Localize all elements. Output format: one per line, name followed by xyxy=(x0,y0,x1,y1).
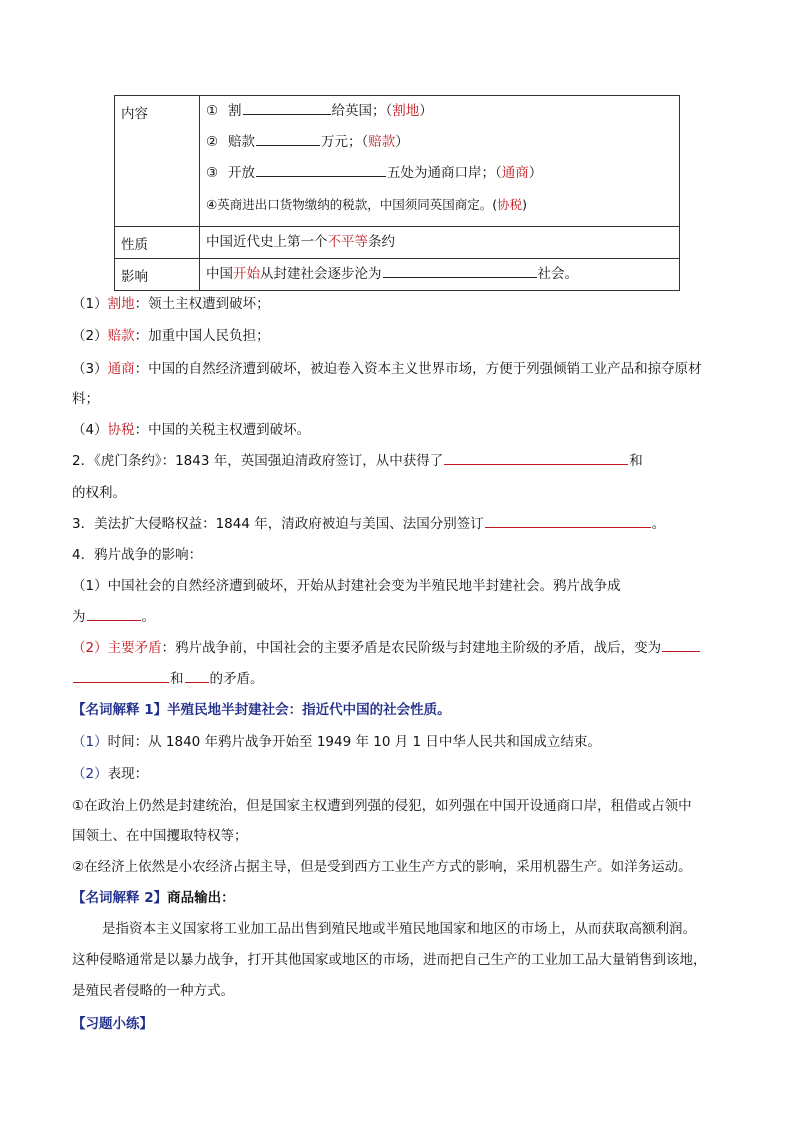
impact-1: （1）中国社会的自然经济遭到破坏，开始从封建社会变为半殖民地半封建社会。鸦片战争成 xyxy=(72,578,621,594)
blank-field xyxy=(444,450,628,465)
blank-field xyxy=(485,513,651,528)
impact-cell: 中国开始从封建社会逐步沦为 社会。 xyxy=(200,259,680,291)
item-2: ② 赔款 万元；（赔款） xyxy=(206,127,679,158)
content-label: 内容 xyxy=(115,96,200,227)
blank-field xyxy=(383,263,537,278)
term2-heading: 【名词解释 2】商品输出： xyxy=(72,890,235,906)
term1-p1-cont: 国领土、在中国攫取特权等； xyxy=(72,828,248,844)
item-4: ④英商进出口货物缴纳的税款，中国须同英国商定。(协税) xyxy=(206,197,528,212)
blank-field xyxy=(87,606,141,621)
blank-field xyxy=(256,162,386,177)
term1-p1: ①在政治上仍然是封建统治，但是国家主权遭到列强的侵犯，如列强在中国开设通商口岸，租借或占领中 xyxy=(72,798,692,814)
content-cell xyxy=(200,96,680,227)
term2-l2: 这种侵略通常是以暴力战争，打开其他国家或地区的市场，进而把自己生产的工业加工品大量销售到该地， xyxy=(72,952,707,968)
note-4: （4）协税：中国的关税主权遭到破坏。 xyxy=(72,422,311,438)
impact-1-cont: 为 。 xyxy=(72,605,155,625)
term2-l1: 是指资本主义国家将工业加工品出售到殖民地或半殖民地国家和地区的市场上，从而获取高额利润。 xyxy=(102,921,696,937)
item-1: ① 割 给英国；（割地） xyxy=(206,96,679,127)
blank-field xyxy=(662,637,700,652)
item-3: ③ 开放 五处为通商口岸；（通商） xyxy=(206,158,679,189)
exercise-heading: 【习题小练】 xyxy=(72,1016,153,1032)
term1-heading: 【名词解释 1】半殖民地半封建社会：指近代中国的社会性质。 xyxy=(72,702,451,718)
blank-field xyxy=(185,668,209,683)
item-humen-treaty: 2．《虎门条约》：1843 年，英国强迫清政府签订，从中获得了 和 xyxy=(72,449,643,469)
item-humen-treaty-cont: 的权利。 xyxy=(72,485,126,501)
nature-cell: 中国近代史上第一个不平等条约 xyxy=(200,227,680,259)
nature-label: 性质 xyxy=(115,227,200,259)
impact-2-cont: 和 的矛盾。 xyxy=(72,667,264,687)
item-us-france: 3．美法扩大侵略权益：1844 年，清政府被迫与美国、法国分别签订 。 xyxy=(72,512,665,532)
item-impact-title: 4．鸦片战争的影响： xyxy=(72,547,203,563)
impact-label: 影响 xyxy=(115,259,200,291)
impact-2: （2）主要矛盾：鸦片战争前，中国社会的主要矛盾是农民阶级与封建地主阶级的矛盾，战后，变为 xyxy=(72,636,701,656)
note-3: （3）通商：中国的自然经济遭到破坏，被迫卷入资本主义世界市场，方便于列强倾销工业产品和掠夺原材 xyxy=(72,361,702,377)
term2-l3: 是殖民者侵略的一种方式。 xyxy=(72,983,234,999)
term1-show: （2）表现： xyxy=(72,766,149,782)
term1-time: （1）时间：从 1840 年鸦片战争开始至 1949 年 10 月 1 日中华人民共和国成立结束。 xyxy=(72,734,601,750)
blank-field xyxy=(243,100,331,115)
note-3-cont: 料； xyxy=(72,391,99,407)
blank-field xyxy=(256,131,320,146)
treaty-table xyxy=(114,95,680,291)
note-1: （1）割地：领土主权遭到破坏； xyxy=(72,296,270,312)
term1-p2: ②在经济上依然是小农经济占据主导，但是受到西方工业生产方式的影响，采用机器生产。如洋务运动。 xyxy=(72,859,692,875)
blank-field xyxy=(73,668,169,683)
note-2: （2）赔款：加重中国人民负担； xyxy=(72,328,270,344)
